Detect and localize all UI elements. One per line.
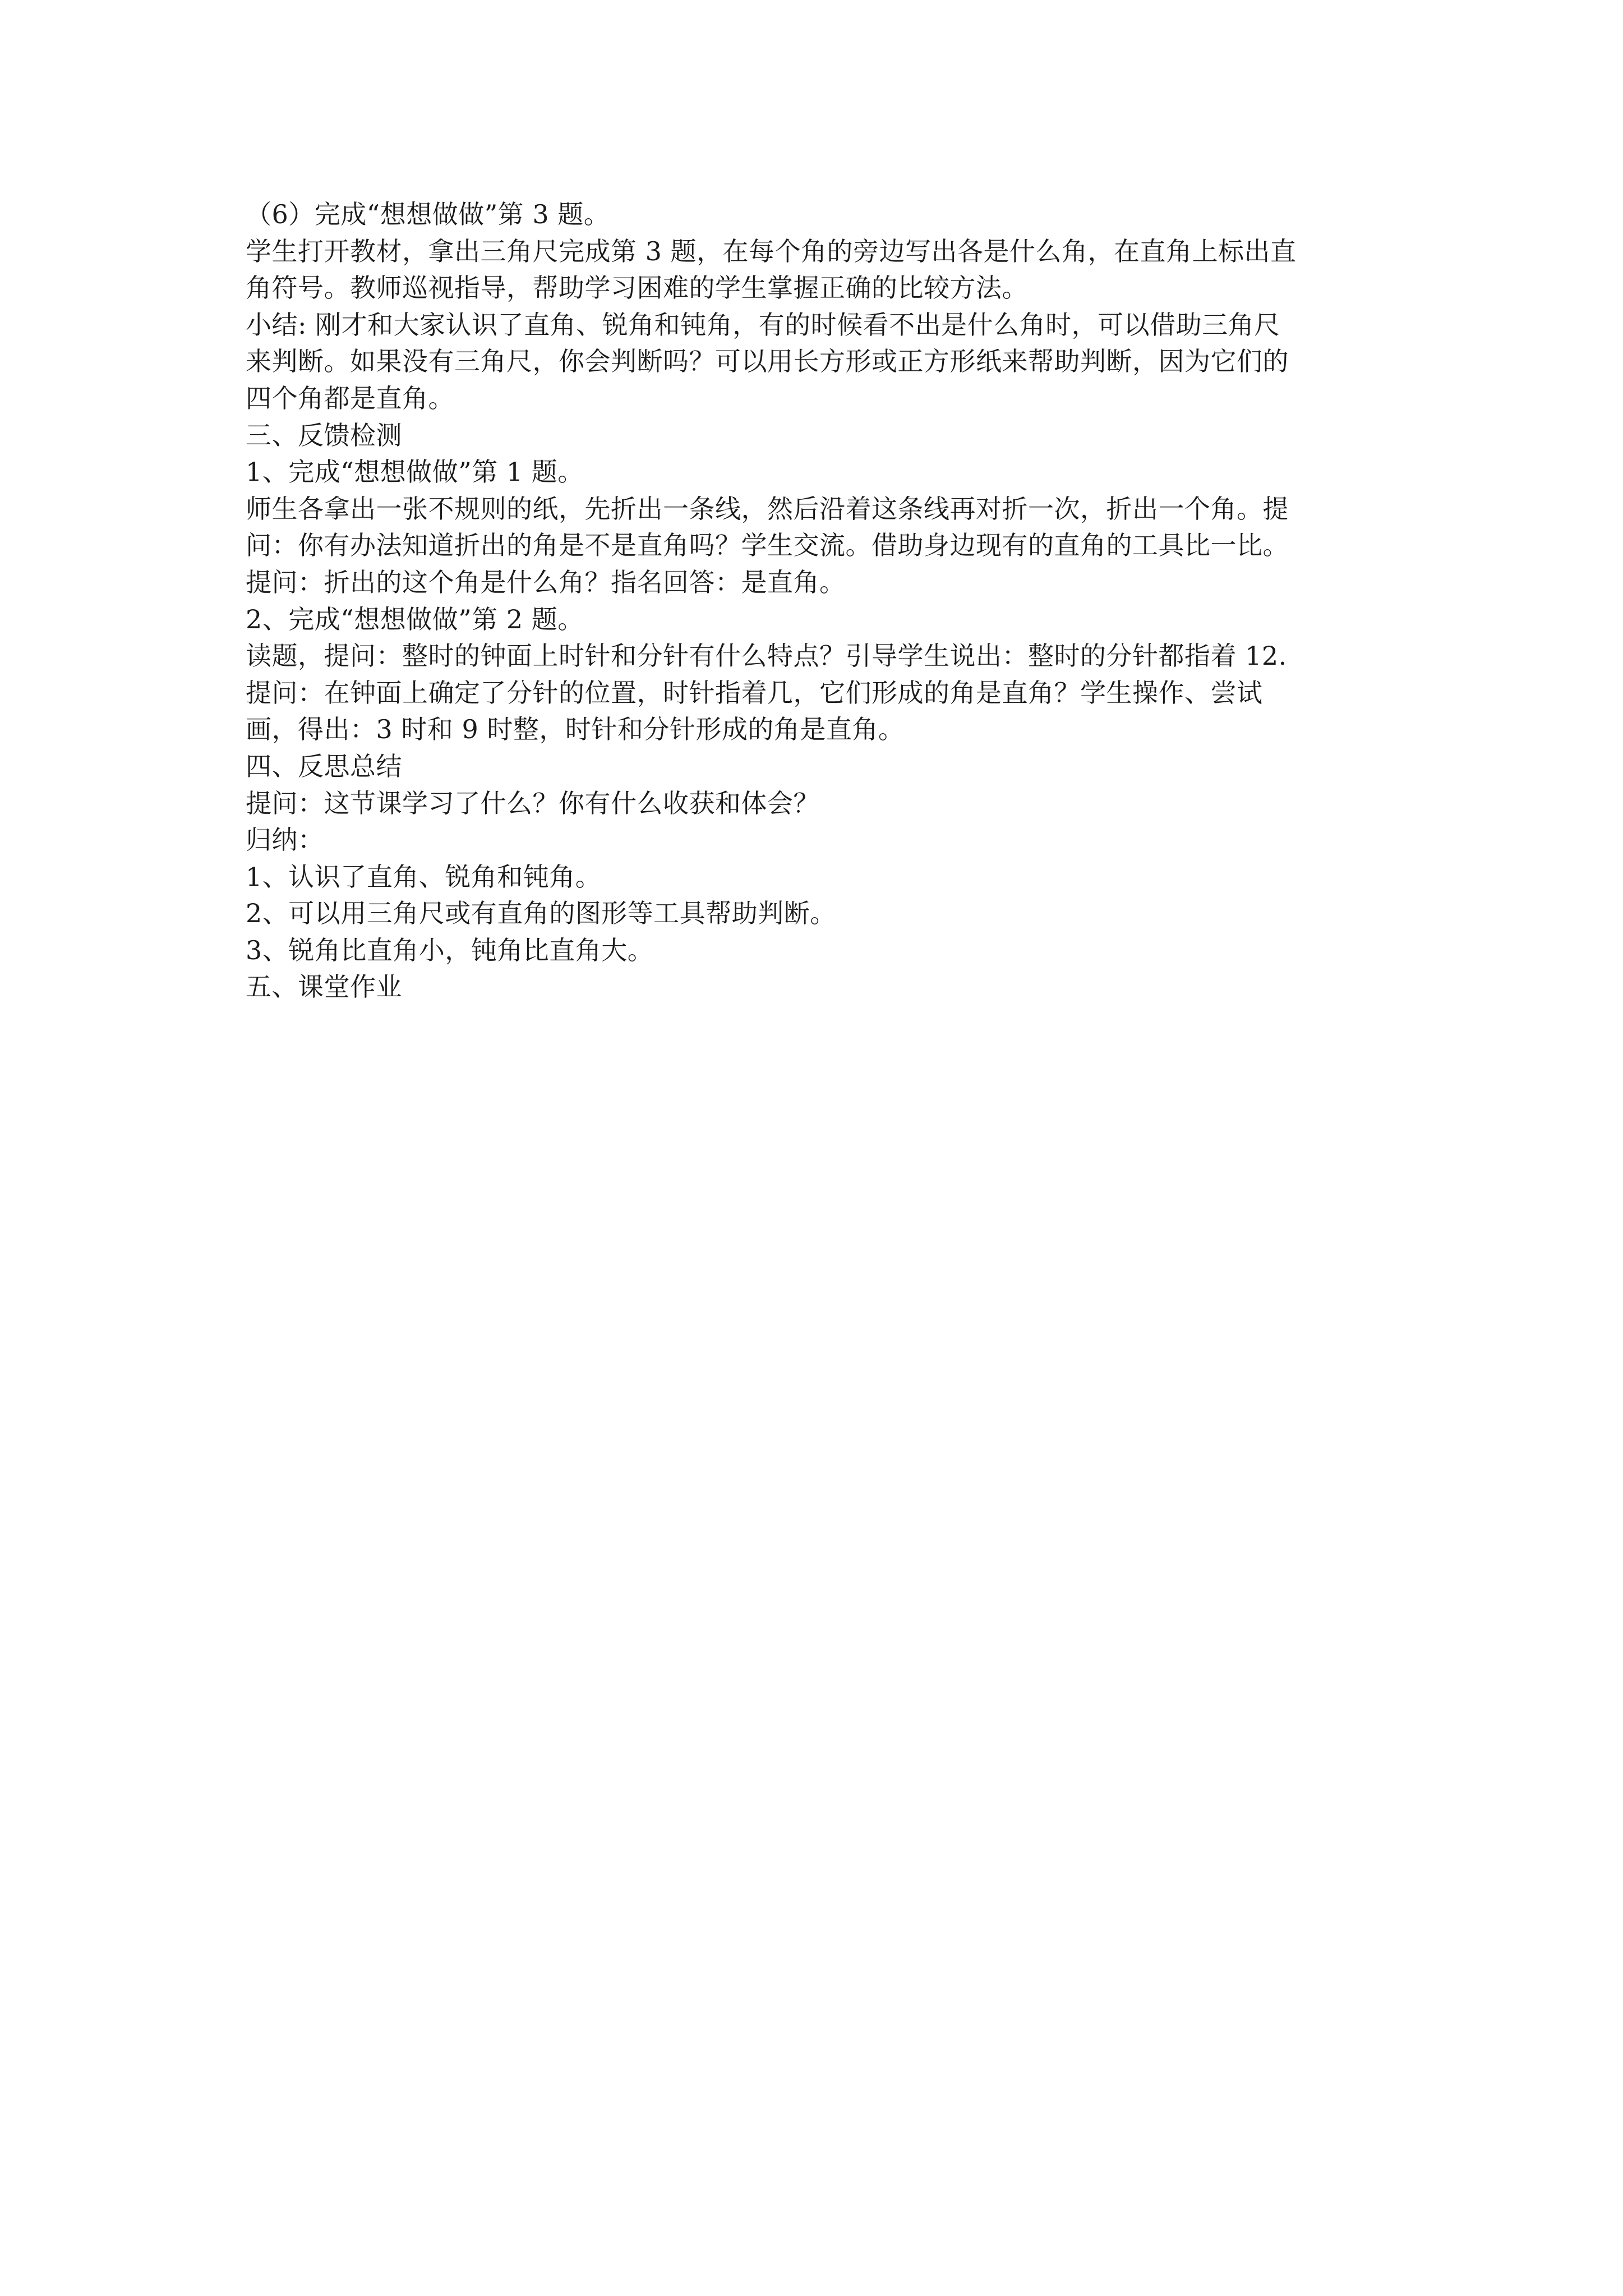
paragraph-line: 归纳： — [246, 825, 324, 855]
subsection-heading: 2、完成“想想做做”第 2 题。 — [246, 604, 584, 634]
subsection-heading: 1、完成“想想做做”第 1 题。 — [246, 457, 584, 487]
summary-line: 小结: 刚才和大家认识了直角、锐角和钝角，有的时候看不出是什么角时，可以借助三角尺 — [246, 309, 1280, 340]
subsection-heading: （6）完成“想想做做”第 3 题。 — [246, 199, 610, 229]
section-heading: 三、反馈检测 — [246, 420, 402, 450]
paragraph-line: 提问：折出的这个角是什么角？指名回答：是直角。 — [246, 567, 846, 597]
list-item: 1、认识了直角、锐角和钝角。 — [246, 861, 602, 892]
paragraph-line: 问：你有办法知道折出的角是不是直角吗？学生交流。借助身边现有的直角的工具比一比。 — [246, 530, 1289, 561]
paragraph-line: 学生打开教材，拿出三角尺完成第 3 题，在每个角的旁边写出各是什么角，在直角上标出直 — [246, 236, 1297, 266]
list-item: 3、锐角比直角小，钝角比直角大。 — [246, 935, 654, 965]
summary-line: 四个角都是直角。 — [246, 383, 454, 413]
section-heading: 四、反思总结 — [246, 751, 402, 781]
paragraph-line: 角符号。教师巡视指导，帮助学习困难的学生掌握正确的比较方法。 — [246, 273, 1028, 303]
paragraph-line: 画，得出：3 时和 9 时整，时针和分针形成的角是直角。 — [246, 714, 905, 745]
paragraph-line: 提问：这节课学习了什么？你有什么收获和体会？ — [246, 788, 819, 818]
document-body — [246, 196, 1412, 1006]
paragraph-line: 读题，提问：整时的钟面上时针和分针有什么特点？引导学生说出：整时的分针都指着 12. — [246, 641, 1287, 671]
list-item: 2、可以用三角尺或有直角的图形等工具帮助判断。 — [246, 898, 836, 929]
section-heading: 五、课堂作业 — [246, 972, 402, 1002]
paragraph-line: 提问：在钟面上确定了分针的位置，时针指着几，它们形成的角是直角？学生操作、尝试 — [246, 677, 1263, 708]
paragraph-line: 师生各拿出一张不规则的纸，先折出一条线，然后沿着这条线再对折一次，折出一个角。提 — [246, 493, 1289, 524]
summary-line: 来判断。如果没有三角尺，你会判断吗？可以用长方形或正方形纸来帮助判断，因为它们的 — [246, 346, 1289, 377]
